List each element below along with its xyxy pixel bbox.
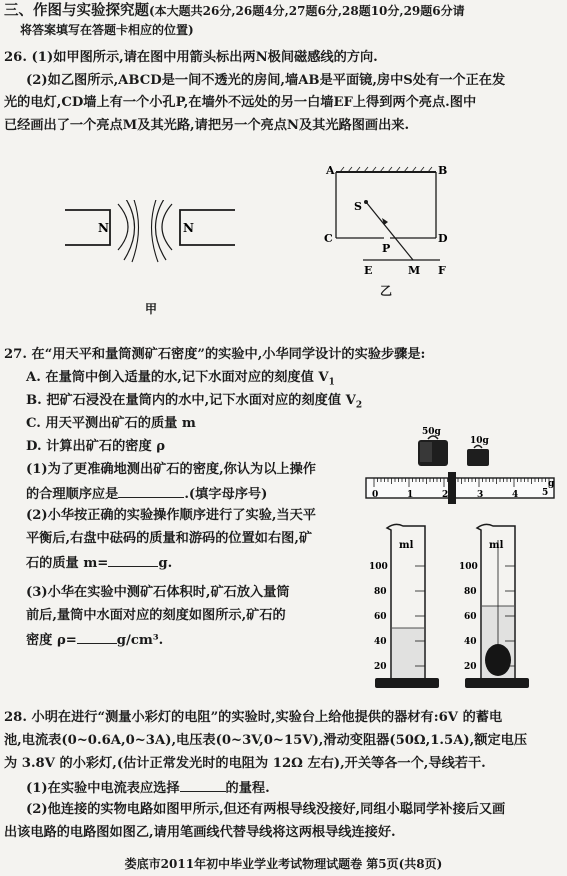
pole-right-label: N	[183, 221, 194, 235]
weight-50g-label: 50g	[422, 427, 441, 437]
cylinder2-tick-60: 60	[464, 612, 477, 622]
q27-answer-blank-order[interactable]	[118, 484, 184, 498]
q28-line2: 池,电流表(0~0.6A,0~3A),电压表(0~3V,0~15V),滑动变阻器(50Ω,1.5A),额定电压	[4, 733, 528, 748]
cylinder2-tick-20: 20	[464, 662, 477, 672]
cylinder1-tick-40: 40	[374, 637, 387, 647]
ore-stone	[485, 644, 511, 676]
scale-tick-2: 2	[442, 490, 449, 500]
q27-step-b: B. 把矿石浸没在量筒内的水中,记下水面对应的刻度值 V	[26, 393, 356, 408]
q27-step-d: D. 计算出矿石的密度 ρ	[26, 439, 166, 454]
q27-part3-unit: g/cm³.	[116, 633, 164, 648]
page-footer: 娄底市2011年初中毕业学业考试物理试题卷 第5页(共8页)	[124, 857, 443, 871]
measuring-cylinder-before	[365, 520, 450, 695]
figure-jia-magnets	[60, 200, 240, 310]
section-note: (本大题共26分,26题4分,27题6分,28题10分,29题6分请	[149, 4, 465, 18]
scale-tick-4: 4	[512, 490, 519, 500]
point-D: D	[438, 232, 448, 245]
cylinder1-unit: ml	[399, 540, 414, 551]
q27-part3-line2: 前后,量筒中水面对应的刻度如图所示,矿石的	[26, 608, 286, 623]
measuring-cylinder-after	[455, 520, 540, 695]
q26-part1: (1)如甲图所示,请在图中用箭头标出两N极间磁感线的方向.	[31, 50, 378, 65]
point-S: S	[354, 200, 362, 213]
figure-jia-label: 甲	[145, 302, 158, 316]
q27-part1-line1: (1)为了更准确地测出矿石的密度,你认为以上操作	[26, 462, 316, 477]
scale-tick-0: 0	[372, 490, 379, 500]
q27-part2-line2: 平衡后,右盘中砝码的质量和游码的位置如右图,矿	[26, 531, 313, 546]
q27-part1-hint: .(填字母序号)	[184, 487, 268, 502]
q27-step-a: A. 在量筒中倒入适量的水,记下水面对应的刻度值 V	[26, 370, 329, 385]
q28-line3: 为 3.8V 的小彩灯,(估计正常发光时的电阻为 12Ω 左右),开关等各一个,导线若干.	[4, 756, 486, 771]
cylinder1-tick-60: 60	[374, 612, 387, 622]
q28-part2-line1: (2)他连接的实物电路如图甲所示,但还有两根导线没接好,同组小聪同学补接后又画	[26, 802, 506, 817]
cylinder1-tick-20: 20	[374, 662, 387, 672]
q26-part2-line1: (2)如乙图所示,ABCD是一间不透光的房间,墙AB是平面镜,房中S处有一个正在发	[26, 73, 506, 88]
q27-part3-prompt: 密度 ρ=	[26, 633, 77, 648]
balance-scale	[360, 470, 560, 510]
cylinder1-tick-100: 100	[369, 562, 388, 572]
point-P: P	[382, 242, 391, 255]
point-B: B	[438, 164, 448, 177]
figure-yi-label: 乙	[380, 284, 393, 298]
q28-number: 28.	[4, 710, 27, 725]
point-E: E	[364, 264, 373, 277]
scale-tick-5: 5	[542, 488, 549, 498]
cylinder2-tick-80: 80	[464, 587, 477, 597]
scale-tick-1: 1	[407, 490, 414, 500]
q26-part2-line2: 光的电灯,CD墙上有一个小孔P,在墙外不远处的另一白墙EF上得到两个亮点.图中	[4, 95, 477, 110]
q27-part2-prompt: 石的质量 m=	[26, 556, 109, 571]
q28-line1: 小明在进行“测量小彩灯的电阻”的实验时,实验台上给他提供的器材有:6V 的蓄电	[31, 710, 503, 725]
q27-step-b-sub: 2	[355, 400, 363, 411]
cylinder2-tick-40: 40	[464, 637, 477, 647]
q28-part1-prompt: (1)在实验中电流表应选择	[26, 781, 180, 796]
q27-part2-unit: g.	[158, 556, 173, 571]
q27-number: 27.	[4, 347, 27, 362]
scale-unit: g	[548, 479, 555, 489]
pole-left-label: N	[98, 221, 109, 235]
q27-step-c: C. 用天平测出矿石的质量 m	[26, 416, 196, 431]
weight-10g-label: 10g	[470, 436, 489, 446]
q27-answer-blank-density[interactable]	[77, 630, 117, 644]
q27-part3-line1: (3)小华在实验中测矿石体积时,矿石放入量筒	[26, 585, 290, 600]
q28-answer-blank-range[interactable]	[180, 778, 226, 792]
point-F: F	[438, 264, 446, 277]
q28-part2-line2: 出该电路的电路图如图乙,请用笔画线代替导线将这两根导线连接好.	[4, 825, 396, 840]
q27-intro: 在“用天平和量筒测矿石密度”的实验中,小华同学设计的实验步骤是:	[31, 347, 426, 362]
section-title: 三、作图与实验探究题	[4, 2, 149, 19]
cylinder2-unit: ml	[489, 540, 504, 551]
q27-part1-prompt: 的合理顺序应是	[26, 487, 119, 502]
balance-weights	[410, 423, 500, 473]
q27-step-a-sub: 1	[328, 377, 335, 388]
section-note-2: 将答案填写在答题卡相应的位置)	[20, 23, 194, 37]
q27-part2-line1: (2)小华按正确的实验操作顺序进行了实验,当天平	[26, 508, 316, 523]
q28-part1-suffix: 的量程.	[225, 781, 270, 796]
point-C: C	[324, 232, 333, 245]
scale-tick-3: 3	[477, 490, 484, 500]
cylinder2-tick-100: 100	[459, 562, 478, 572]
cylinder1-tick-80: 80	[374, 587, 387, 597]
point-M: M	[408, 264, 421, 277]
q27-answer-blank-mass[interactable]	[108, 553, 158, 567]
q26-part2-line3: 已经画出了一个亮点M及其光路,请把另一个亮点N及其光路图画出来.	[4, 118, 410, 133]
point-A: A	[326, 164, 335, 177]
figure-yi-room	[318, 160, 458, 300]
q26-number: 26.	[4, 50, 27, 65]
